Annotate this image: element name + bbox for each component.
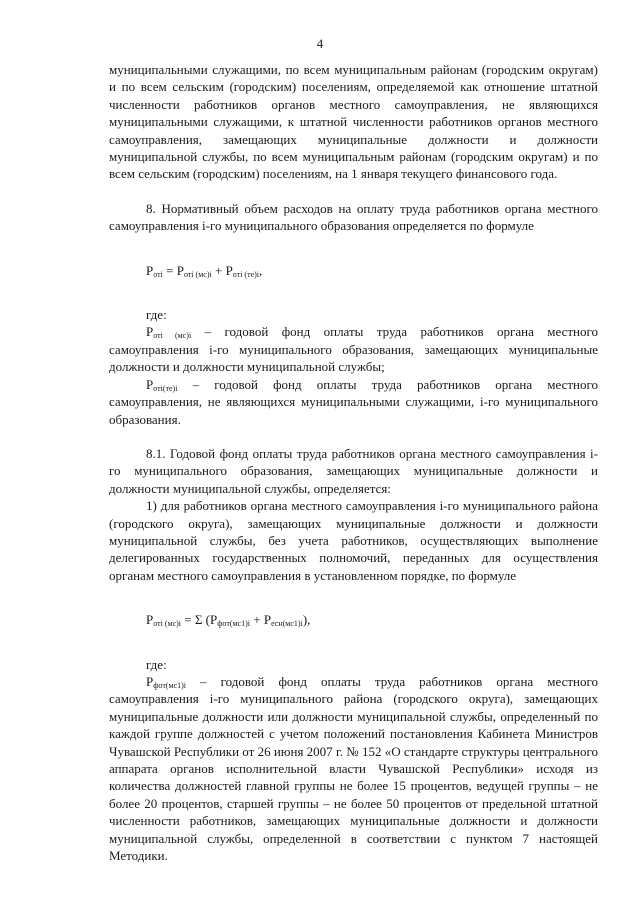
- paragraph-8-1-item-1: 1) для работников органа местного самоуправления i-го муниципального района (городского округа), замещающих муниципальные должности и должности муниципальной службы, без учета работников, осуществляющих выполнение делегированных государственных полномочий, переданных для осуществления органам местного самоуправления в установленном порядке, по формуле: [109, 498, 598, 583]
- formula-1: $P_{отi} = P_{отi (мс)i} + P_{отi (те)i}$,: [146, 262, 263, 279]
- paragraph-8-1: 8.1. Годовой фонд оплаты труда работников органа местного самоуправления i-го муниципального образования, замещающих муниципальные должности и должности муниципальной службы, определяется:: [109, 445, 598, 496]
- definition-fot-ms: $P_{отi (мс)i}$ – годовой фонд оплаты труда работников органа местного самоуправления i-го муниципального образования, замещающих муниципальные должности и должности муниципальной службы;: [109, 324, 598, 375]
- definition-fot-ms1: $P_{фот(мс1)i}$ – годовой фонд оплаты труда работников органа местного самоуправления i-го муниципального района (городского округа), замещающих муниципальные должности или должности муниципальной службы, определенный по каждой группе должностей с учетом положений постановления Кабинета Министров Чувашской Республики от 26 июня 2007 г. № 152 «О стандарте структуры центрального аппарата органов исполнительной власти Чувашской Республики» исходя из количества должностей главной группы не более 15 процентов, ведущей группы – не более 20 процентов, старшей группы – не более 50 процентов от предельной штатной численности работников, замещающих муниципальные должности и должности муниципальной службы, определенной в соответствии с пунктом 7 настоящей Методики.: [109, 673, 598, 864]
- paragraph-8: 8. Нормативный объем расходов на оплату труда работников органа местного самоуправления i-го муниципального образования определяется по формуле: [109, 200, 598, 234]
- formula-2: $P_{отi (мс)i} = \Sigma$ $(P_{фот(мс1)i} + P_{есн(мс1)i})$,: [146, 612, 311, 629]
- where-label-1: где:: [146, 307, 167, 323]
- page-content: [109, 61, 598, 864]
- where-label-2: где:: [146, 656, 167, 672]
- definition-fot-te: $P_{отi(те)i}$ – годовой фонд оплаты труда работников органа местного самоуправления, не являющихся муниципальными служащими, i-го муниципального образования.: [109, 376, 598, 427]
- page-number: 4: [316, 36, 324, 51]
- paragraph-intro-continuation: муниципальными служащими, по всем муниципальным районам (городским округам) и по всем сельским (городским) поселениям, определяемой как отношение штатной численности работников органов местного самоуправления, не являющихся муниципальными служащими, к штатной численности работников органов местного самоуправления, замещающих муниципальные должности и должности муниципальной службы, по всем муниципальным районам (городским округам) и по всем сельским (городским) поселениям, на 1 января текущего финансового года.: [109, 62, 598, 182]
